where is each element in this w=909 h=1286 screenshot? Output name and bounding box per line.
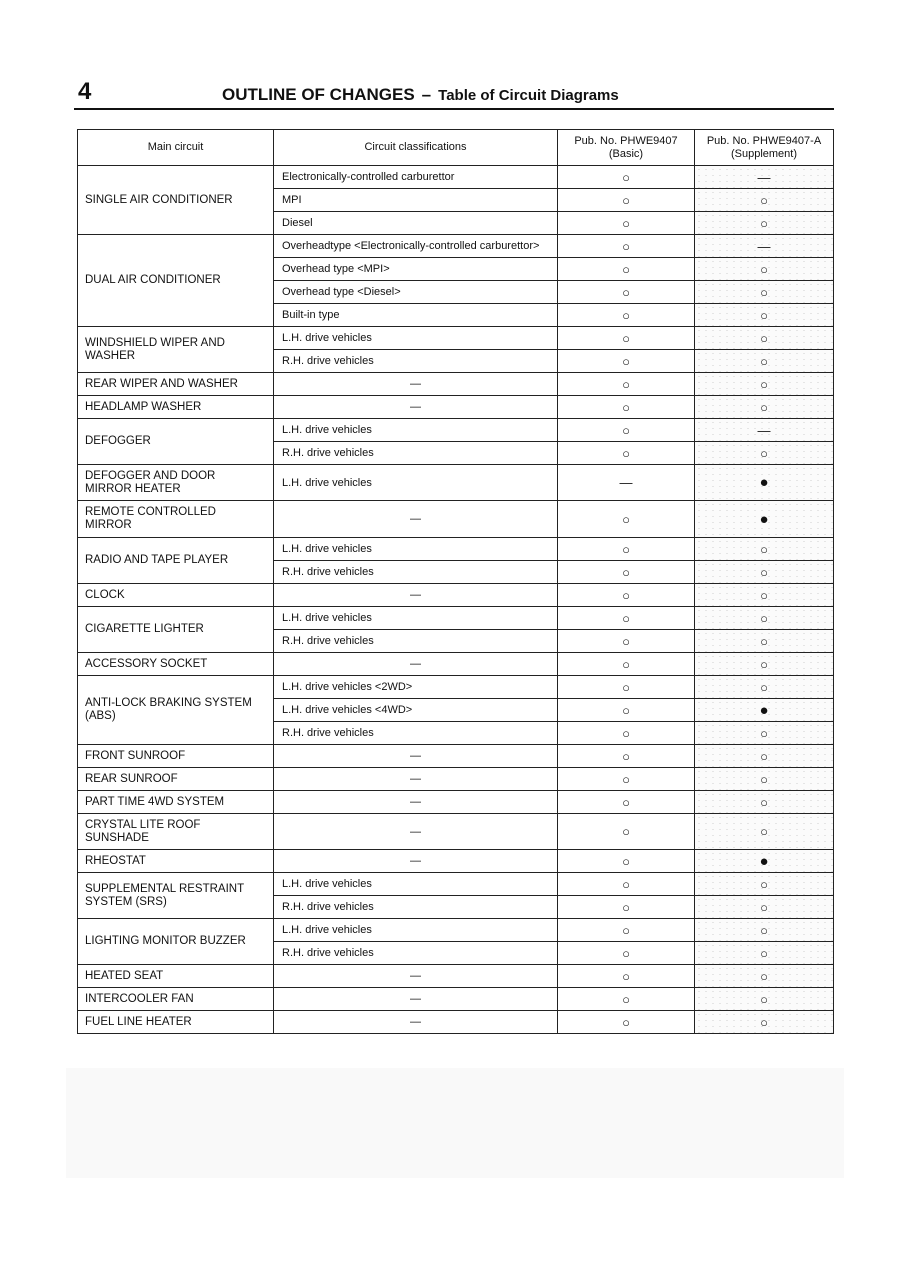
basic-mark-cell: ○ [558, 768, 695, 791]
basic-mark-cell: ○ [558, 873, 695, 896]
main-circuit-cell: DEFOGGER [78, 419, 274, 465]
basic-mark-cell: ○ [558, 676, 695, 699]
basic-mark-cell: ○ [558, 919, 695, 942]
table-row [78, 235, 834, 258]
classification-cell: — [274, 396, 558, 419]
basic-mark-cell: ○ [558, 538, 695, 561]
basic-mark-cell: ○ [558, 166, 695, 189]
supplement-mark-cell: ○ [695, 373, 834, 396]
classification-cell: R.H. drive vehicles [274, 442, 558, 465]
table-row [78, 465, 834, 501]
classification-cell: — [274, 373, 558, 396]
basic-mark-cell: ○ [558, 561, 695, 584]
classification-cell: — [274, 1011, 558, 1034]
classification-cell: Built-in type [274, 304, 558, 327]
supplement-mark-cell: ○ [695, 350, 834, 373]
supplement-mark-cell: ○ [695, 988, 834, 1011]
supplement-mark-cell: ○ [695, 212, 834, 235]
main-circuit-cell: CRYSTAL LITE ROOF SUNSHADE [78, 814, 274, 850]
table-row [78, 166, 834, 189]
table-row [78, 584, 834, 607]
basic-mark-cell: ○ [558, 584, 695, 607]
basic-mark-cell: ○ [558, 814, 695, 850]
classification-cell: R.H. drive vehicles [274, 561, 558, 584]
main-circuit-cell: LIGHTING MONITOR BUZZER [78, 919, 274, 965]
classification-cell: R.H. drive vehicles [274, 630, 558, 653]
title-subtitle: Table of Circuit Diagrams [438, 87, 619, 104]
supplement-mark-cell: ● [695, 850, 834, 873]
table-row [78, 501, 834, 538]
table-row [78, 850, 834, 873]
classification-cell: Diesel [274, 212, 558, 235]
main-circuit-cell: CLOCK [78, 584, 274, 607]
column-header-basic: Pub. No. PHWE9407 (Basic) [558, 130, 695, 166]
supplement-mark-cell: ○ [695, 873, 834, 896]
supplement-mark-cell: ○ [695, 258, 834, 281]
supplement-mark-cell: ○ [695, 896, 834, 919]
basic-mark-cell: ○ [558, 350, 695, 373]
supplement-mark-cell: ● [695, 465, 834, 501]
main-circuit-cell: REAR SUNROOF [78, 768, 274, 791]
basic-mark-cell: ○ [558, 896, 695, 919]
supplement-mark-cell: ○ [695, 327, 834, 350]
classification-cell: L.H. drive vehicles [274, 607, 558, 630]
basic-mark-cell: ○ [558, 630, 695, 653]
basic-mark-cell: ○ [558, 304, 695, 327]
classification-cell: — [274, 768, 558, 791]
table-row [78, 988, 834, 1011]
supplement-mark-cell: ○ [695, 745, 834, 768]
page-header [74, 78, 834, 110]
supplement-mark-cell: ○ [695, 1011, 834, 1034]
supplement-mark-cell: ○ [695, 722, 834, 745]
table-row [78, 1011, 834, 1034]
main-circuit-cell: HEATED SEAT [78, 965, 274, 988]
supplement-mark-cell: ○ [695, 538, 834, 561]
table-row [78, 373, 834, 396]
supplement-mark-cell: ● [695, 699, 834, 722]
basic-mark-cell: ○ [558, 235, 695, 258]
supplement-mark-cell: ○ [695, 584, 834, 607]
page-footer-blank [66, 1068, 844, 1178]
classification-cell: — [274, 814, 558, 850]
page-title [222, 85, 619, 105]
main-circuit-cell: CIGARETTE LIGHTER [78, 607, 274, 653]
table-body [78, 166, 834, 1034]
supplement-mark-cell: ○ [695, 442, 834, 465]
supplement-mark-cell: ○ [695, 396, 834, 419]
classification-cell: L.H. drive vehicles [274, 873, 558, 896]
table-row [78, 768, 834, 791]
supplement-mark-cell: ○ [695, 607, 834, 630]
main-circuit-cell: WINDSHIELD WIPER AND WASHER [78, 327, 274, 373]
supplement-mark-cell: ○ [695, 919, 834, 942]
supplement-mark-cell: — [695, 166, 834, 189]
classification-cell: R.H. drive vehicles [274, 896, 558, 919]
basic-mark-cell: ○ [558, 327, 695, 350]
table-row [78, 965, 834, 988]
classification-cell: — [274, 850, 558, 873]
table-row [78, 653, 834, 676]
main-circuit-cell: INTERCOOLER FAN [78, 988, 274, 1011]
classification-cell: — [274, 988, 558, 1011]
classification-cell: L.H. drive vehicles <4WD> [274, 699, 558, 722]
basic-mark-cell: ○ [558, 501, 695, 538]
classification-cell: — [274, 745, 558, 768]
basic-mark-cell: ○ [558, 965, 695, 988]
column-header-main-circuit: Main circuit [78, 130, 274, 166]
supplement-mark-cell: ○ [695, 676, 834, 699]
table-row [78, 327, 834, 350]
supplement-mark-cell: — [695, 235, 834, 258]
table-row [78, 419, 834, 442]
classification-cell: L.H. drive vehicles [274, 327, 558, 350]
basic-mark-cell: ○ [558, 607, 695, 630]
column-header-circuit-classifications: Circuit classifications [274, 130, 558, 166]
main-circuit-cell: SUPPLEMENTAL RESTRAINT SYSTEM (SRS) [78, 873, 274, 919]
title-separator: – [421, 85, 432, 104]
supplement-mark-cell: ○ [695, 653, 834, 676]
classification-cell: Overheadtype <Electronically-controlled carburettor> [274, 235, 558, 258]
main-circuit-cell: HEADLAMP WASHER [78, 396, 274, 419]
basic-mark-cell: ○ [558, 942, 695, 965]
basic-mark-cell: — [558, 465, 695, 501]
classification-cell: R.H. drive vehicles [274, 722, 558, 745]
basic-mark-cell: ○ [558, 722, 695, 745]
main-circuit-cell: DEFOGGER AND DOOR MIRROR HEATER [78, 465, 274, 501]
main-circuit-cell: RHEOSTAT [78, 850, 274, 873]
title-main: OUTLINE OF CHANGES [222, 85, 415, 104]
supplement-mark-cell: — [695, 419, 834, 442]
classification-cell: Overhead type <Diesel> [274, 281, 558, 304]
supplement-mark-cell: ○ [695, 281, 834, 304]
supplement-mark-cell: ○ [695, 189, 834, 212]
table-row [78, 745, 834, 768]
supplement-mark-cell: ○ [695, 814, 834, 850]
main-circuit-cell: ANTI-LOCK BRAKING SYSTEM (ABS) [78, 676, 274, 745]
basic-mark-cell: ○ [558, 653, 695, 676]
classification-cell: MPI [274, 189, 558, 212]
basic-mark-cell: ○ [558, 419, 695, 442]
basic-mark-cell: ○ [558, 988, 695, 1011]
table-row [78, 607, 834, 630]
basic-mark-cell: ○ [558, 1011, 695, 1034]
basic-mark-cell: ○ [558, 791, 695, 814]
main-circuit-cell: ACCESSORY SOCKET [78, 653, 274, 676]
supplement-mark-cell: ○ [695, 630, 834, 653]
main-circuit-cell: REMOTE CONTROLLED MIRROR [78, 501, 274, 538]
basic-mark-cell: ○ [558, 396, 695, 419]
classification-cell: Electronically-controlled carburettor [274, 166, 558, 189]
classification-cell: L.H. drive vehicles <2WD> [274, 676, 558, 699]
page-number: 4 [78, 78, 92, 105]
supplement-mark-cell: ○ [695, 304, 834, 327]
classification-cell: L.H. drive vehicles [274, 919, 558, 942]
classification-cell: Overhead type <MPI> [274, 258, 558, 281]
column-header-supplement: Pub. No. PHWE9407-A (Supplement) [695, 130, 834, 166]
main-circuit-cell: FRONT SUNROOF [78, 745, 274, 768]
main-circuit-cell: PART TIME 4WD SYSTEM [78, 791, 274, 814]
supplement-mark-cell: ○ [695, 561, 834, 584]
main-circuit-cell: REAR WIPER AND WASHER [78, 373, 274, 396]
table-row [78, 814, 834, 850]
classification-cell: — [274, 501, 558, 538]
circuit-diagram-table [77, 129, 834, 1034]
basic-mark-cell: ○ [558, 850, 695, 873]
classification-cell: — [274, 653, 558, 676]
main-circuit-cell: RADIO AND TAPE PLAYER [78, 538, 274, 584]
classification-cell: R.H. drive vehicles [274, 942, 558, 965]
table-row [78, 791, 834, 814]
basic-mark-cell: ○ [558, 212, 695, 235]
classification-cell: L.H. drive vehicles [274, 538, 558, 561]
classification-cell: L.H. drive vehicles [274, 419, 558, 442]
table-row [78, 396, 834, 419]
main-circuit-cell: DUAL AIR CONDITIONER [78, 235, 274, 327]
supplement-mark-cell: ○ [695, 791, 834, 814]
table-row [78, 919, 834, 942]
table-row [78, 873, 834, 896]
basic-mark-cell: ○ [558, 258, 695, 281]
classification-cell: — [274, 965, 558, 988]
table-row [78, 538, 834, 561]
basic-mark-cell: ○ [558, 373, 695, 396]
basic-mark-cell: ○ [558, 745, 695, 768]
supplement-mark-cell: ○ [695, 768, 834, 791]
table-header-row [78, 130, 834, 166]
main-circuit-cell: SINGLE AIR CONDITIONER [78, 166, 274, 235]
classification-cell: — [274, 584, 558, 607]
supplement-mark-cell: ● [695, 501, 834, 538]
basic-mark-cell: ○ [558, 699, 695, 722]
basic-mark-cell: ○ [558, 281, 695, 304]
classification-cell: R.H. drive vehicles [274, 350, 558, 373]
classification-cell: L.H. drive vehicles [274, 465, 558, 501]
supplement-mark-cell: ○ [695, 965, 834, 988]
supplement-mark-cell: ○ [695, 942, 834, 965]
classification-cell: — [274, 791, 558, 814]
main-circuit-cell: FUEL LINE HEATER [78, 1011, 274, 1034]
table-row [78, 676, 834, 699]
basic-mark-cell: ○ [558, 442, 695, 465]
basic-mark-cell: ○ [558, 189, 695, 212]
